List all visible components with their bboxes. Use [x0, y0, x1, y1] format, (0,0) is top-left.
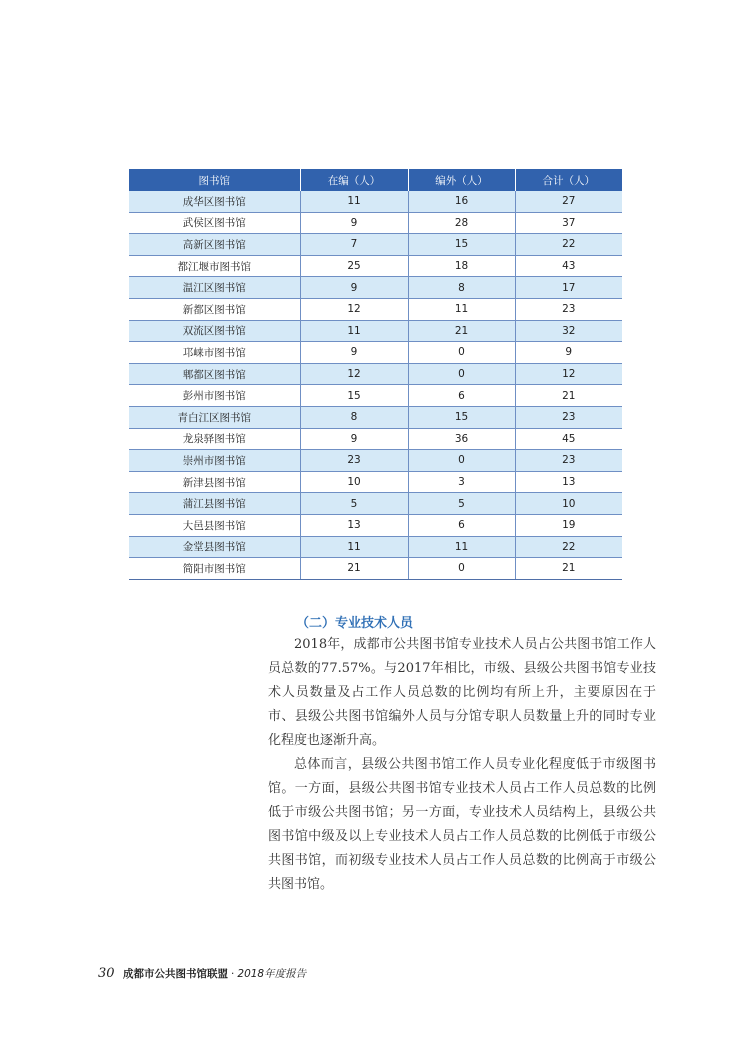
- cell-total: 17: [515, 277, 622, 299]
- table-row: [129, 363, 622, 385]
- cell-total: 22: [515, 234, 622, 256]
- cell-on-staff: 13: [300, 514, 408, 536]
- cell-on-staff: 11: [300, 320, 408, 342]
- cell-total: 9: [515, 342, 622, 364]
- table-row: [129, 493, 622, 515]
- cell-library: 蒲江县图书馆: [129, 493, 300, 515]
- cell-off-staff: 11: [408, 536, 515, 558]
- cell-total: 45: [515, 428, 622, 450]
- cell-library: 双流区图书馆: [129, 320, 300, 342]
- cell-total: 19: [515, 514, 622, 536]
- table-row: [129, 191, 622, 212]
- cell-off-staff: 16: [408, 191, 515, 212]
- cell-off-staff: 0: [408, 363, 515, 385]
- cell-total: 22: [515, 536, 622, 558]
- cell-library: 武侯区图书馆: [129, 212, 300, 234]
- cell-off-staff: 5: [408, 493, 515, 515]
- cell-on-staff: 9: [300, 428, 408, 450]
- cell-on-staff: 9: [300, 277, 408, 299]
- cell-off-staff: 8: [408, 277, 515, 299]
- cell-off-staff: 36: [408, 428, 515, 450]
- cell-on-staff: 11: [300, 191, 408, 212]
- table-row: [129, 212, 622, 234]
- cell-on-staff: 10: [300, 471, 408, 493]
- section-heading: （二）专业技术人员: [296, 616, 414, 631]
- cell-total: 21: [515, 558, 622, 580]
- body-paragraph-2: 总体而言，县级公共图书馆工作人员专业化程度低于市级图书馆。一方面，县级公共图书馆专业技术人员占工作人员总数的比例低于市级公共图书馆；另一方面，专业技术人员结构上，县级公共图书馆中级及以上专业技术人员占工作人员总数的比例低于市级公共图书馆，而初级专业技术人员占工作人员总数的比例高于市级公共图书馆。: [268, 757, 656, 892]
- cell-off-staff: 0: [408, 558, 515, 580]
- cell-library: 崇州市图书馆: [129, 450, 300, 472]
- cell-off-staff: 21: [408, 320, 515, 342]
- header-total: 合计（人）: [515, 169, 622, 191]
- cell-off-staff: 0: [408, 342, 515, 364]
- footer-separator: ·: [231, 968, 235, 980]
- cell-library: 青白江区图书馆: [129, 406, 300, 428]
- cell-library: 温江区图书馆: [129, 277, 300, 299]
- table-row: [129, 536, 622, 558]
- table-header-row: [129, 169, 622, 191]
- cell-library: 成华区图书馆: [129, 191, 300, 212]
- cell-on-staff: 12: [300, 363, 408, 385]
- table-body: [129, 191, 622, 579]
- table-row: [129, 320, 622, 342]
- header-on-staff: 在编（人）: [300, 169, 408, 191]
- cell-on-staff: 11: [300, 536, 408, 558]
- cell-on-staff: 12: [300, 298, 408, 320]
- cell-on-staff: 8: [300, 406, 408, 428]
- cell-off-staff: 15: [408, 406, 515, 428]
- cell-off-staff: 28: [408, 212, 515, 234]
- page-footer: [98, 966, 306, 981]
- table-row: [129, 471, 622, 493]
- cell-off-staff: 18: [408, 255, 515, 277]
- cell-total: 21: [515, 385, 622, 407]
- cell-library: 彭州市图书馆: [129, 385, 300, 407]
- page-number: 30: [98, 966, 115, 981]
- cell-on-staff: 25: [300, 255, 408, 277]
- body-paragraph-1: 2018年，成都市公共图书馆专业技术人员占公共图书馆工作人员总数的77.57%。与2017年相比，市级、县级公共图书馆专业技术人员数量及占工作人员总数的比例均有所上升，主要原因在于市、县级公共图书馆编外人员与分馆专职人员数量上升的同时专业化程度也逐渐升高。: [268, 637, 656, 748]
- cell-library: 龙泉驿图书馆: [129, 428, 300, 450]
- table-row: [129, 234, 622, 256]
- cell-total: 12: [515, 363, 622, 385]
- cell-library: 都江堰市图书馆: [129, 255, 300, 277]
- cell-on-staff: 23: [300, 450, 408, 472]
- cell-off-staff: 15: [408, 234, 515, 256]
- cell-off-staff: 6: [408, 514, 515, 536]
- table-row: [129, 342, 622, 364]
- cell-library: 高新区图书馆: [129, 234, 300, 256]
- cell-on-staff: 5: [300, 493, 408, 515]
- cell-library: 新津县图书馆: [129, 471, 300, 493]
- cell-on-staff: 7: [300, 234, 408, 256]
- table-row: [129, 298, 622, 320]
- library-staff-table: [129, 169, 622, 580]
- cell-library: 邛崃市图书馆: [129, 342, 300, 364]
- cell-library: 新都区图书馆: [129, 298, 300, 320]
- table-row: [129, 277, 622, 299]
- cell-total: 23: [515, 450, 622, 472]
- cell-library: 金堂县图书馆: [129, 536, 300, 558]
- cell-off-staff: 0: [408, 450, 515, 472]
- cell-off-staff: 11: [408, 298, 515, 320]
- cell-total: 43: [515, 255, 622, 277]
- cell-total: 13: [515, 471, 622, 493]
- cell-total: 23: [515, 406, 622, 428]
- cell-on-staff: 21: [300, 558, 408, 580]
- cell-library: 简阳市图书馆: [129, 558, 300, 580]
- publication-title: 成都市公共图书馆联盟: [123, 968, 229, 980]
- table-row: [129, 558, 622, 580]
- cell-total: 10: [515, 493, 622, 515]
- header-off-staff: 编外（人）: [408, 169, 515, 191]
- cell-total: 32: [515, 320, 622, 342]
- table-row: [129, 428, 622, 450]
- section-body: [268, 633, 656, 897]
- report-year: 2018年度报告: [237, 968, 307, 980]
- cell-on-staff: 9: [300, 342, 408, 364]
- table-row: [129, 450, 622, 472]
- cell-off-staff: 6: [408, 385, 515, 407]
- cell-total: 27: [515, 191, 622, 212]
- table-row: [129, 514, 622, 536]
- cell-total: 23: [515, 298, 622, 320]
- cell-off-staff: 3: [408, 471, 515, 493]
- header-library: 图书馆: [129, 169, 300, 191]
- cell-library: 郫都区图书馆: [129, 363, 300, 385]
- table-row: [129, 255, 622, 277]
- cell-on-staff: 15: [300, 385, 408, 407]
- table-row: [129, 406, 622, 428]
- table-row: [129, 385, 622, 407]
- cell-on-staff: 9: [300, 212, 408, 234]
- cell-total: 37: [515, 212, 622, 234]
- cell-library: 大邑县图书馆: [129, 514, 300, 536]
